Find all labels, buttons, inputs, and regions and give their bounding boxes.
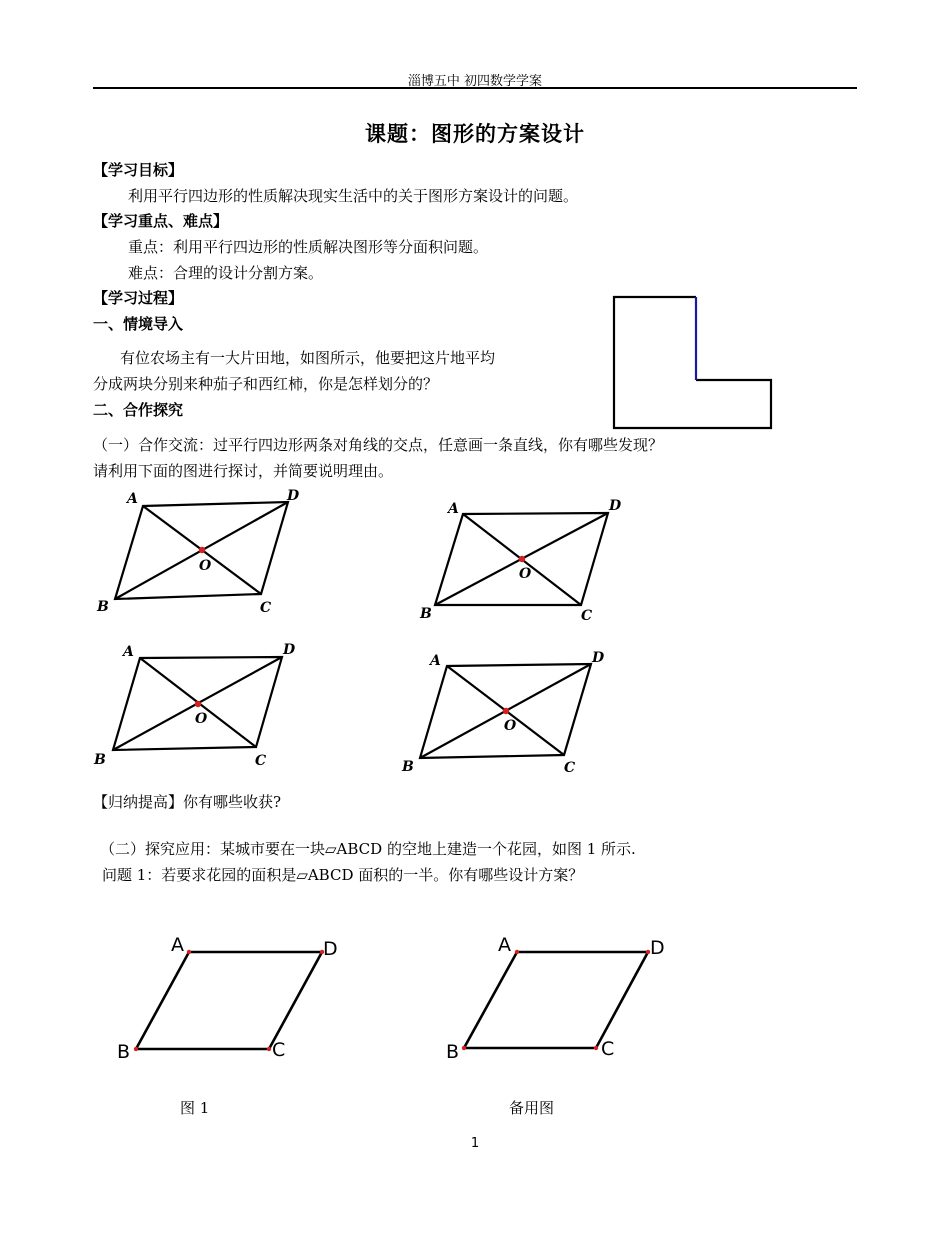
vertex-label-a: A (127, 491, 138, 507)
vertex-label-c: C (564, 760, 576, 776)
difficult-point: 难点：合理的设计分割方案。 (128, 264, 324, 282)
vertex-label-d: D (323, 938, 338, 960)
vertex-label-a: A (123, 644, 134, 660)
intro-line-2: 分成两块分别来种茄子和西红柿，你是怎样划分的？ (93, 375, 439, 393)
summary-text: 【归纳提高】你有哪些收获? (93, 793, 282, 811)
goal-text: 利用平行四边形的性质解决现实生活中的关于图形方案设计的问题。 (128, 187, 579, 205)
explore-line-2: 请利用下面的图进行探讨，并简要说明理由。 (93, 462, 394, 480)
apply-line-1: （二）探究应用：某城市要在一块▱ABCD 的空地上建造一个花园，如图 1 所示. (100, 840, 636, 858)
vertex-label-c: C (260, 600, 272, 616)
vertex-label-c: C (601, 1038, 615, 1060)
vertex-label-d: D (592, 650, 605, 666)
spare-figure-caption: 备用图 (509, 1099, 555, 1117)
intro-line-1: 有位农场主有一大片田地，如图所示，他要把这片地平均 (120, 349, 496, 367)
vertex-label-c: C (272, 1039, 286, 1061)
goal-heading: 【学习目标】 (93, 161, 184, 179)
vertex-label-c: C (581, 608, 593, 624)
process-heading: 【学习过程】 (93, 289, 184, 307)
center-label-o: O (519, 566, 532, 582)
l-shaped-field-figure (612, 295, 774, 431)
center-label-o: O (504, 718, 517, 734)
figure-1-parallelogram (112, 930, 352, 1065)
vertex-label-b: B (446, 1041, 460, 1063)
vertex-label-a: A (498, 934, 511, 956)
vertex-label-a: A (448, 501, 459, 517)
parallelogram-diagram-4 (400, 648, 615, 778)
parallelogram-diagram-3 (92, 640, 307, 770)
explore-line-1: （一）合作交流：过平行四边形两条对角线的交点，任意画一条直线，你有哪些发现？ (93, 436, 664, 454)
key-point: 重点：利用平行四边形的性质解决图形等分面积问题。 (128, 238, 489, 256)
figure-1-caption: 图 1 (180, 1099, 210, 1117)
vertex-label-b: B (117, 1041, 131, 1063)
vertex-label-b: B (97, 599, 109, 615)
center-label-o: O (199, 558, 212, 574)
center-label-o: O (195, 711, 208, 727)
vertex-label-a: A (171, 934, 184, 956)
vertex-label-d: D (287, 488, 300, 504)
vertex-label-a: A (430, 653, 441, 669)
key-heading: 【学习重点、难点】 (93, 212, 229, 230)
explore-heading: 二、合作探究 (93, 401, 184, 419)
header-divider (93, 87, 857, 89)
vertex-label-d: D (609, 498, 622, 514)
vertex-label-b: B (402, 759, 414, 775)
vertex-label-b: B (420, 606, 432, 622)
parallelogram-diagram-2 (415, 494, 630, 624)
intro-heading: 一、情境导入 (93, 315, 184, 333)
vertex-label-c: C (255, 753, 267, 769)
page-number: 1 (470, 1136, 480, 1151)
vertex-label-d: D (283, 642, 296, 658)
apply-line-2: 问题 1：若要求花园的面积是▱ABCD 面积的一半。你有哪些设计方案？ (102, 866, 584, 884)
vertex-label-b: B (94, 752, 106, 768)
page-header: 淄博五中 初四数学学案 (407, 74, 543, 89)
vertex-label-d: D (650, 937, 665, 959)
parallelogram-diagram-1 (95, 488, 310, 618)
spare-figure-parallelogram (441, 930, 681, 1065)
page-title: 课题：图形的方案设计 (365, 121, 585, 146)
